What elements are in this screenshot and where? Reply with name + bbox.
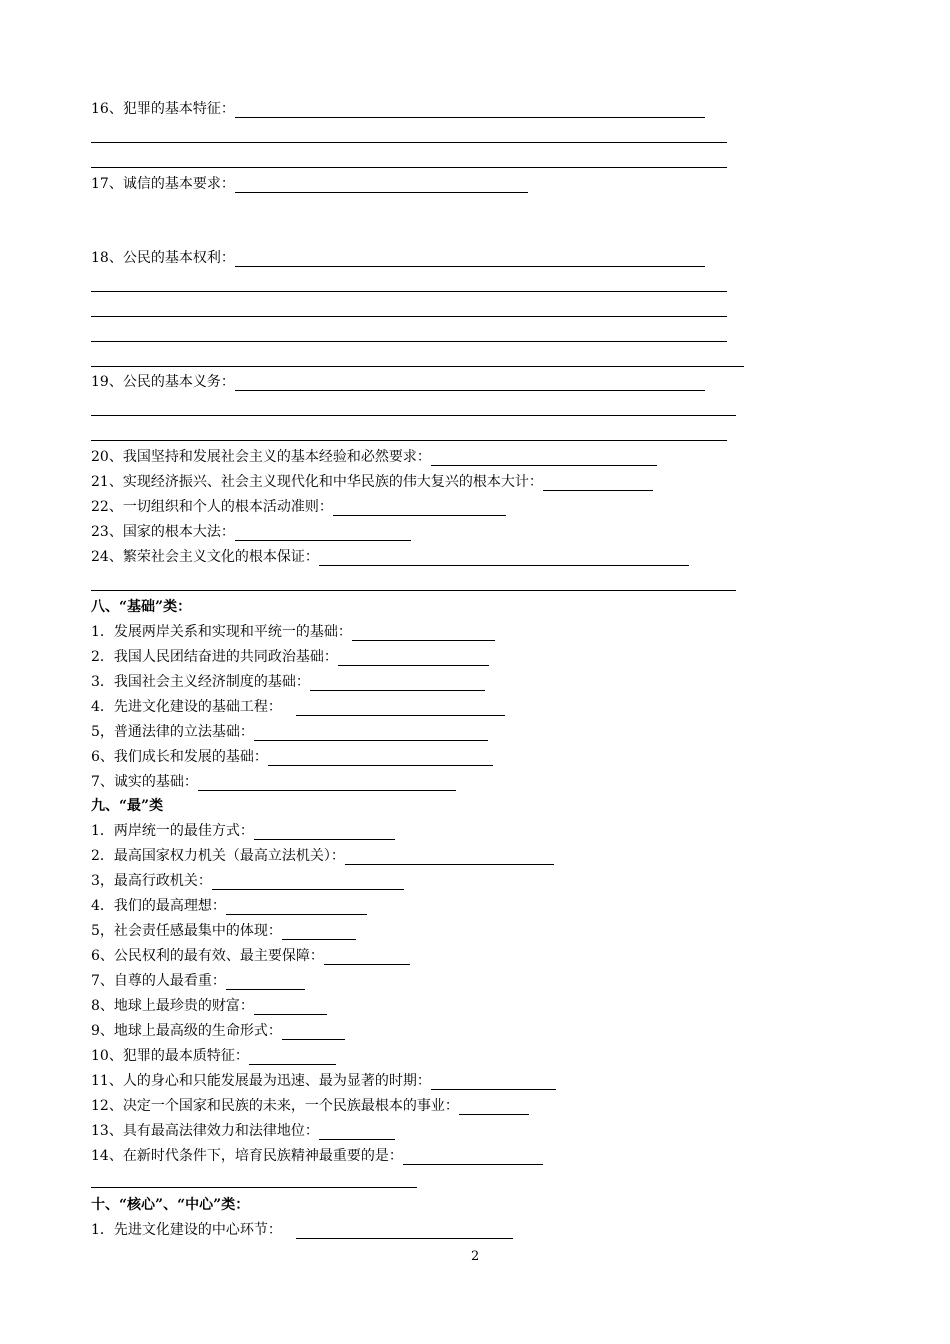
question-22-label: 22、一切组织和个人的根本活动准则： (91, 499, 333, 515)
section-9-item (91, 1072, 556, 1090)
answer-blank[interactable] (226, 897, 367, 915)
section-8-item-label: 6、我们成长和发展的基础： (91, 749, 268, 765)
answer-line[interactable] (91, 142, 727, 143)
answer-line[interactable] (91, 291, 727, 292)
answer-blank[interactable] (235, 373, 705, 391)
section-9-item (91, 897, 367, 915)
question-21-label: 21、实现经济振兴、社会主义现代化和中华民族的伟大复兴的根本大计： (91, 474, 543, 490)
question-16 (91, 100, 705, 118)
answer-line[interactable] (91, 167, 727, 168)
section-9-item (91, 822, 395, 840)
section-9-item (91, 997, 327, 1015)
answer-blank[interactable] (319, 548, 689, 566)
section-9-item-label: 11、人的身心和只能发展最为迅速、最为显著的时期： (91, 1073, 431, 1089)
answer-blank[interactable] (324, 947, 410, 965)
section-10-heading: 十、“核心”、“中心”类： (91, 1197, 250, 1213)
answer-blank[interactable] (235, 175, 528, 193)
answer-blank[interactable] (235, 523, 411, 541)
answer-blank[interactable] (431, 448, 657, 466)
answer-blank[interactable] (296, 1221, 513, 1239)
question-22 (91, 498, 506, 516)
question-21 (91, 473, 653, 491)
question-19-label: 19、公民的基本义务： (91, 374, 235, 390)
section-8-item (91, 648, 489, 666)
answer-blank[interactable] (403, 1147, 543, 1165)
question-19 (91, 373, 705, 391)
answer-blank[interactable] (333, 498, 506, 516)
section-9-item-label: 4．我们的最高理想： (91, 898, 226, 914)
section-8-item (91, 723, 488, 741)
page-number: 2 (471, 1249, 480, 1264)
section-9-item (91, 922, 356, 940)
section-9-item-label: 3，最高行政机关： (91, 873, 212, 889)
answer-blank[interactable] (249, 1047, 336, 1065)
section-9-item (91, 972, 305, 990)
answer-blank[interactable] (235, 249, 705, 267)
answer-blank[interactable] (345, 847, 554, 865)
answer-blank[interactable] (319, 1122, 395, 1140)
answer-blank[interactable] (268, 748, 493, 766)
section-8-item (91, 748, 493, 766)
section-8-item-label: 4．先进文化建设的基础工程： (91, 699, 282, 715)
section-9-item (91, 1122, 395, 1140)
section-9-item (91, 1147, 543, 1165)
answer-line[interactable] (91, 316, 727, 317)
section-9-item-label: 8、地球上最珍贵的财富： (91, 998, 254, 1014)
section-9-item (91, 1097, 529, 1115)
section-9-item (91, 1047, 336, 1065)
section-9-item-label: 10、犯罪的最本质特征： (91, 1048, 249, 1064)
answer-blank[interactable] (254, 822, 395, 840)
question-17-label: 17、诚信的基本要求： (91, 176, 235, 192)
answer-line[interactable] (91, 415, 736, 416)
answer-blank[interactable] (431, 1072, 556, 1090)
question-20 (91, 448, 657, 466)
section-8-item (91, 673, 485, 691)
section-9-item-label: 1．两岸统一的最佳方式： (91, 823, 254, 839)
section-9-item (91, 872, 404, 890)
section-9-item-label: 13、具有最高法律效力和法律地位： (91, 1123, 319, 1139)
answer-line[interactable] (91, 590, 736, 591)
section-9-item-label: 7、自尊的人最看重： (91, 973, 226, 989)
question-24 (91, 548, 689, 566)
question-23 (91, 523, 411, 541)
section-9-heading: 九、“最”类 (91, 798, 164, 814)
section-8-item-label: 1．发展两岸关系和实现和平统一的基础： (91, 624, 352, 640)
section-9-item-label: 9、地球上最高级的生命形式： (91, 1023, 282, 1039)
answer-blank[interactable] (543, 473, 653, 491)
section-8-item-label: 2．我国人民团结奋进的共同政治基础： (91, 649, 338, 665)
answer-blank[interactable] (282, 1022, 345, 1040)
section-8-item (91, 773, 456, 791)
answer-blank[interactable] (338, 648, 489, 666)
section-8-item-label: 7、诚实的基础： (91, 774, 198, 790)
section-9-item-label: 14、在新时代条件下，培育民族精神最重要的是： (91, 1148, 403, 1164)
question-17 (91, 175, 528, 193)
section-9-item-label: 12、决定一个国家和民族的未来，一个民族最根本的事业： (91, 1098, 459, 1114)
section-9-item-label: 6、公民权利的最有效、最主要保障： (91, 948, 324, 964)
answer-blank[interactable] (352, 623, 495, 641)
section-9-item (91, 1022, 345, 1040)
section-8-item-label: 5，普通法律的立法基础： (91, 724, 254, 740)
answer-blank[interactable] (254, 997, 327, 1015)
question-23-label: 23、国家的根本大法： (91, 524, 235, 540)
answer-line[interactable] (91, 440, 727, 441)
question-24-label: 24、繁荣社会主义文化的根本保证： (91, 549, 319, 565)
answer-blank[interactable] (310, 673, 485, 691)
section-9-item-label: 5，社会责任感最集中的体现： (91, 923, 282, 939)
question-18-label: 18、公民的基本权利： (91, 250, 235, 266)
answer-blank[interactable] (198, 773, 456, 791)
answer-line[interactable] (91, 1187, 417, 1188)
answer-line[interactable] (91, 366, 744, 367)
answer-blank[interactable] (235, 100, 705, 118)
section-8-item-label: 3．我国社会主义经济制度的基础： (91, 674, 310, 690)
question-16-label: 16、犯罪的基本特征： (91, 101, 235, 117)
section-8-heading: 八、“基础”类： (91, 599, 192, 615)
section-9-item-label: 2．最高国家权力机关（最高立法机关）： (91, 848, 345, 864)
question-20-label: 20、我国坚持和发展社会主义的基本经验和必然要求： (91, 449, 431, 465)
section-9-item (91, 847, 554, 865)
question-18 (91, 249, 705, 267)
section-8-item (91, 698, 505, 716)
answer-blank[interactable] (212, 872, 404, 890)
answer-blank[interactable] (226, 972, 305, 990)
answer-line[interactable] (91, 341, 727, 342)
answer-blank[interactable] (254, 723, 488, 741)
answer-blank[interactable] (459, 1097, 529, 1115)
section-9-item (91, 947, 410, 965)
section-10-item (91, 1221, 513, 1239)
section-8-item (91, 623, 495, 641)
answer-blank[interactable] (296, 698, 505, 716)
section-10-item-label: 1．先进文化建设的中心环节： (91, 1222, 282, 1238)
answer-blank[interactable] (282, 922, 356, 940)
